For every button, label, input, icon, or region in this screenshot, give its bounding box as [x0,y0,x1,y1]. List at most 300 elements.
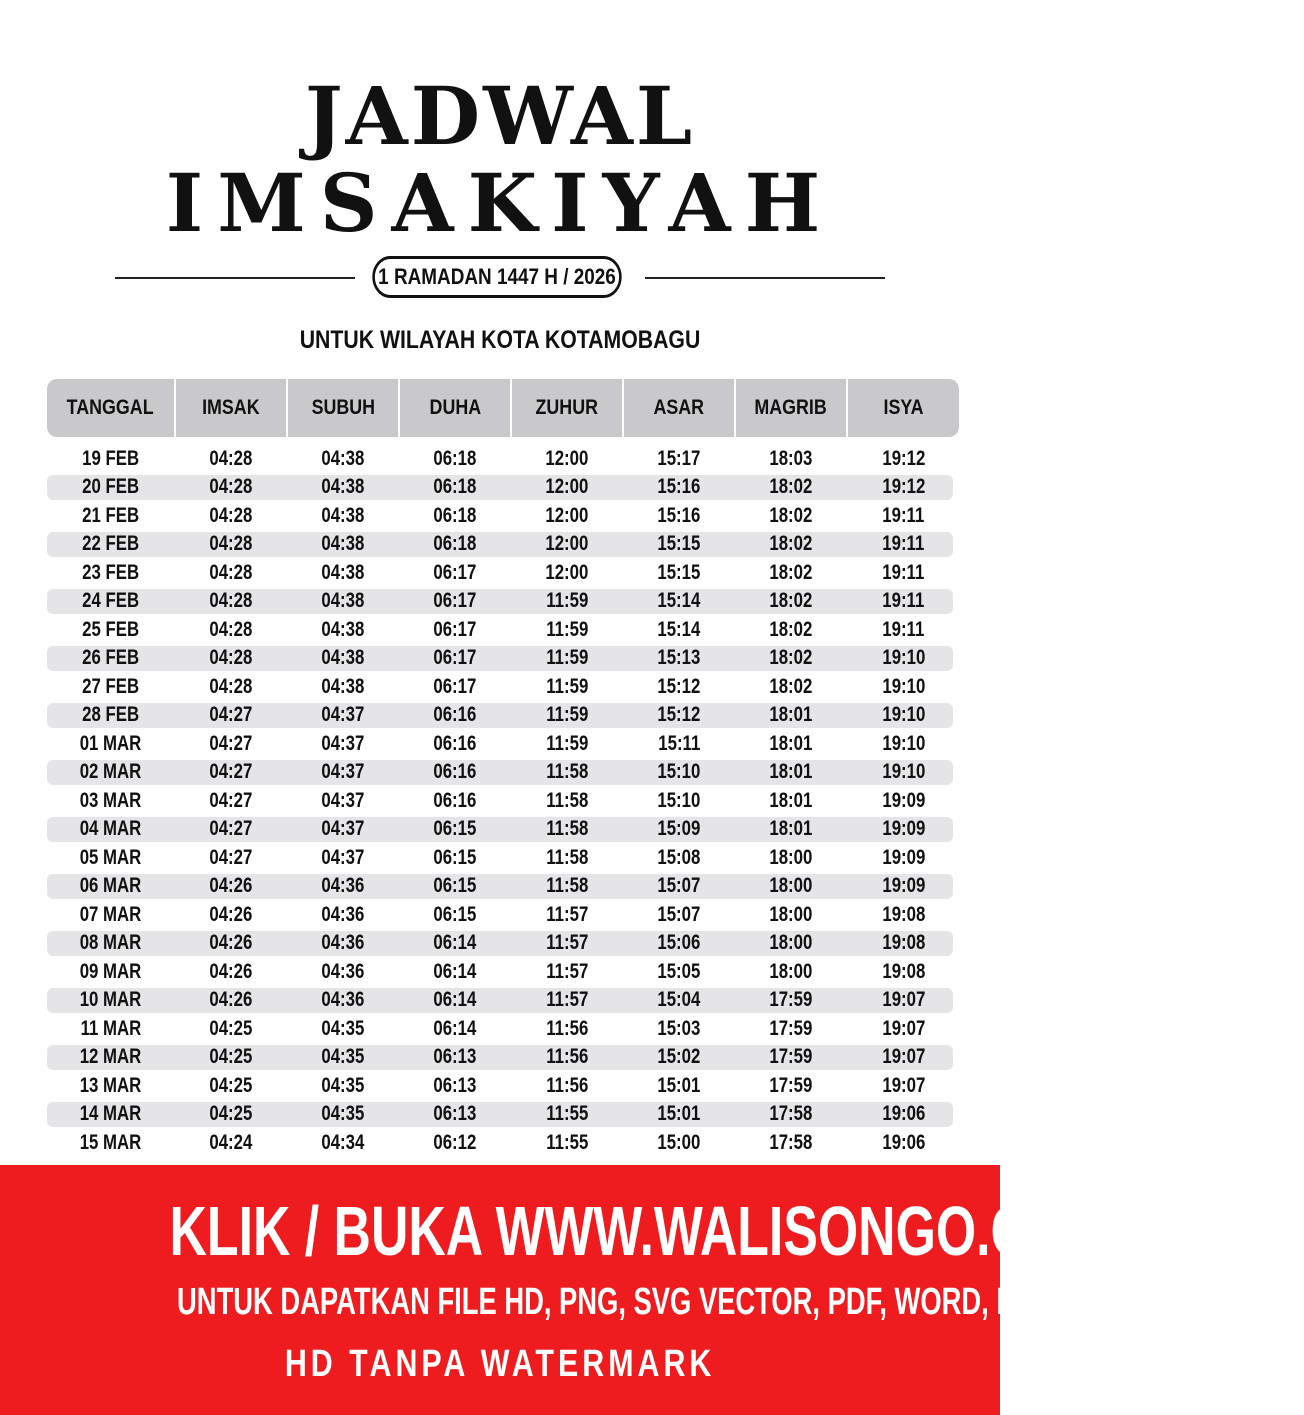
table-cell-value: 06:14 [433,988,477,1012]
table-cell [624,817,734,843]
table-cell [736,1130,846,1156]
banner-headline-text[interactable]: KLIK / BUKA WWW.WALISONGO.CO.ID [169,1192,1135,1270]
table-cell-value: 06:17 [433,646,477,670]
table-cell [736,617,846,643]
table-cell [624,532,734,558]
table-cell [47,959,174,985]
table-cell [736,874,846,900]
table-row [47,731,953,757]
table-cell [176,731,286,757]
table-cell-value: 06:17 [433,589,477,613]
table-cell [848,874,959,900]
table-cell [176,931,286,957]
table-cell-value: 21 FEB [82,503,139,527]
table-cell-value: 04:36 [321,959,365,983]
table-cell-value: 19:10 [882,646,925,670]
table-cell [47,1130,174,1156]
table-cell-value: 19:12 [882,446,925,470]
table-cell-value: 19:07 [882,1045,925,1069]
table-cell [47,674,174,700]
table-cell [400,1102,510,1128]
table-cell [400,532,510,558]
table-cell [288,959,398,985]
table-cell-value: 04:25 [209,1016,253,1040]
table-cell [624,760,734,786]
table-cell-value: 18:00 [769,931,813,955]
table-cell-value: 17:59 [769,1073,813,1097]
table-cell-value: 11:58 [545,788,589,812]
table-cell-value: 15:03 [657,1016,701,1040]
table-cell-value: 25 FEB [82,617,139,641]
table-cell [176,475,286,501]
table-cell [288,503,398,529]
table-cell [288,788,398,814]
table-cell [400,475,510,501]
table-cell [288,760,398,786]
table-cell [512,1045,622,1071]
table-cell-value: 19:09 [882,874,925,898]
table-cell [288,1130,398,1156]
table-cell-value: 19:10 [882,731,925,755]
table-cell [624,988,734,1014]
table-cell [736,817,846,843]
table-cell-value: 18:00 [769,959,813,983]
table-cell [624,845,734,871]
table-cell [624,446,734,472]
table-cell-value: 19:10 [882,760,925,784]
table-cell [400,1045,510,1071]
table-cell [47,817,174,843]
table-cell [400,1016,510,1042]
table-cell-value: 19:10 [882,674,925,698]
table-cell-value: 06:18 [433,446,477,470]
table-cell-value: 04:36 [321,988,365,1012]
column-header-label: ZUHUR [535,396,599,419]
table-cell [848,988,959,1014]
table-cell [176,674,286,700]
table-cell-value: 11 MAR [80,1016,141,1040]
table-cell-value: 04:37 [321,845,365,869]
banner-headline[interactable] [0,1189,1135,1273]
table-cell-value: 15:07 [657,874,701,898]
table-cell [848,1045,959,1071]
table-cell-value: 19:08 [882,902,925,926]
table-cell-value: 04:28 [209,532,253,556]
table-cell [512,788,622,814]
table-cell [848,560,959,586]
table-cell [288,617,398,643]
table-cell-value: 11:55 [545,1130,589,1154]
table-cell [512,731,622,757]
table-cell [47,1102,174,1128]
table-cell [47,646,174,672]
table-cell-value: 15 MAR [79,1130,142,1154]
table-cell-value: 18:01 [769,788,813,812]
table-cell-value: 19:06 [882,1130,925,1154]
table-cell-value: 10 MAR [79,988,142,1012]
title-line-2: IMSAKIYAH [165,156,835,250]
table-row [47,446,953,472]
table-cell [512,589,622,615]
table-cell-value: 06:14 [433,959,477,983]
table-cell-value: 12:00 [545,446,589,470]
table-cell-value: 04:28 [209,674,253,698]
table-cell-value: 01 MAR [79,731,142,755]
table-cell [624,617,734,643]
table-cell-value: 04:27 [209,731,253,755]
table-cell [512,760,622,786]
table-cell [400,1130,510,1156]
table-cell-value: 18:01 [769,731,813,755]
table-cell-value: 11:58 [545,845,589,869]
table-cell-value: 02 MAR [79,760,142,784]
table-cell [400,703,510,729]
table-cell [848,674,959,700]
table-cell [176,617,286,643]
table-cell-value: 06:16 [433,703,477,727]
table-cell [288,731,398,757]
table-cell [624,788,734,814]
table-cell [736,646,846,672]
table-row [47,988,953,1014]
table-cell [176,532,286,558]
table-cell [47,1045,174,1071]
table-cell-value: 18:02 [769,674,813,698]
table-cell [400,617,510,643]
table-cell [624,902,734,928]
table-cell [288,646,398,672]
table-cell [736,532,846,558]
table-cell [736,902,846,928]
table-cell [624,646,734,672]
table-cell [400,988,510,1014]
table-cell [512,560,622,586]
table-row [47,674,953,700]
table-cell [848,617,959,643]
table-header [47,379,953,437]
table-cell [512,1130,622,1156]
table-cell [848,902,959,928]
table-cell-value: 04:38 [321,475,365,499]
table-cell [288,1102,398,1128]
table-cell [176,788,286,814]
table-cell-value: 12:00 [545,503,589,527]
table-cell [288,902,398,928]
table-cell [288,589,398,615]
table-cell-value: 06 MAR [79,874,142,898]
table-cell-value: 15:16 [657,503,701,527]
table-cell [848,959,959,985]
table-cell-value: 06:14 [433,1016,477,1040]
table-cell-value: 11:58 [545,874,589,898]
table-cell [848,503,959,529]
table-cell [400,959,510,985]
table-cell [176,959,286,985]
table-row [47,1130,953,1156]
table-cell-value: 15:15 [657,560,701,584]
column-header-label: DUHA [429,396,481,419]
table-cell [176,446,286,472]
table-cell-value: 19 FEB [82,446,139,470]
table-cell-value: 14 MAR [79,1102,142,1126]
table-cell-value: 04:26 [209,988,253,1012]
table-cell [176,874,286,900]
table-cell-value: 06:18 [433,475,477,499]
table-cell-value: 11:57 [545,988,589,1012]
table-cell-value: 04:26 [209,931,253,955]
table-cell-value: 04:26 [209,902,253,926]
table-cell [848,1016,959,1042]
table-cell-value: 06:13 [433,1073,477,1097]
table-cell [512,674,622,700]
table-cell-value: 15:09 [657,817,701,841]
table-cell [47,902,174,928]
table-cell-value: 19:08 [882,959,925,983]
table-cell-value: 15:17 [657,446,701,470]
table-cell [176,902,286,928]
table-cell [288,874,398,900]
table-cell-value: 19:07 [882,1073,925,1097]
table-cell-value: 19:08 [882,931,925,955]
table-cell-value: 15:10 [657,788,701,812]
ramadan-badge: 1 RAMADAN 1447 H / 2026 [372,256,621,298]
table-cell-value: 15:07 [657,902,701,926]
banner-subline-text: UNTUK DAPATKAN FILE HD, PNG, SVG VECTOR, PDF, WORD, EXCEL [177,1281,1088,1323]
table-cell [47,503,174,529]
table-cell-value: 06:16 [433,731,477,755]
table-cell [624,931,734,957]
column-header [400,379,510,437]
table-cell [47,560,174,586]
column-header-label: SUBUH [311,396,375,419]
table-cell [848,817,959,843]
table-cell-value: 04:35 [321,1102,365,1126]
table-cell-value: 18:02 [769,560,813,584]
table-cell-value: 04:25 [209,1045,253,1069]
table-cell-value: 11:59 [545,617,589,641]
table-cell [848,532,959,558]
table-cell [176,503,286,529]
promo-banner[interactable] [0,1165,1135,1415]
table-cell [736,560,846,586]
table-cell [176,589,286,615]
table-cell-value: 20 FEB [82,475,139,499]
table-cell [736,475,846,501]
table-cell [400,446,510,472]
table-cell-value: 06:13 [433,1045,477,1069]
column-header-label: ISYA [883,396,924,419]
table-cell [400,731,510,757]
table-cell [176,1102,286,1128]
table-cell-value: 04:28 [209,446,253,470]
table-cell-value: 18:00 [769,902,813,926]
table-cell-value: 17:59 [769,1016,813,1040]
table-cell-value: 06:16 [433,760,477,784]
table-cell [512,959,622,985]
table-cell-value: 19:07 [882,1016,925,1040]
table-cell-value: 06:12 [433,1130,477,1154]
table-cell-value: 11:56 [545,1016,589,1040]
table-cell [736,703,846,729]
table-cell-value: 04:38 [321,589,365,613]
table-row [47,617,953,643]
table-cell-value: 15:08 [657,845,701,869]
table-cell [736,446,846,472]
table-cell-value: 11:57 [545,959,589,983]
table-cell-value: 04:28 [209,617,253,641]
table-cell-value: 04:24 [209,1130,253,1154]
table-cell-value: 18:00 [769,874,813,898]
table-cell [624,503,734,529]
table-cell-value: 04:38 [321,503,365,527]
table-cell [288,1016,398,1042]
region-label: UNTUK WILAYAH KOTA KOTAMOBAGU [299,326,701,354]
table-cell [400,931,510,957]
table-cell [47,788,174,814]
table-cell [47,589,174,615]
column-header-label: ASAR [653,396,705,419]
table-cell [176,760,286,786]
table-cell-value: 11:59 [545,731,589,755]
table-cell-value: 04:35 [321,1045,365,1069]
table-cell-value: 06:18 [433,532,477,556]
table-cell [848,731,959,757]
table-cell [176,560,286,586]
table-cell-value: 11:58 [545,817,589,841]
table-cell [512,532,622,558]
table-cell-value: 12:00 [545,532,589,556]
table-row [47,589,953,615]
table-cell [47,874,174,900]
table-cell-value: 06:15 [433,874,477,898]
table-cell [400,589,510,615]
table-cell [288,845,398,871]
table-cell [736,788,846,814]
table-cell-value: 04:37 [321,817,365,841]
table-cell [47,475,174,501]
table-row [47,931,953,957]
table-cell-value: 19:11 [882,532,925,556]
table-cell [176,845,286,871]
table-cell-value: 04:38 [321,532,365,556]
table-cell [176,1073,286,1099]
table-cell-value: 15:01 [657,1073,701,1097]
table-cell-value: 11:57 [545,902,589,926]
table-cell-value: 11:59 [545,703,589,727]
table-cell-value: 19:07 [882,988,925,1012]
banner-subline [0,1279,1088,1325]
table-cell-value: 04:34 [321,1130,365,1154]
table-cell-value: 28 FEB [82,703,139,727]
table-cell-value: 18:02 [769,589,813,613]
table-cell [512,988,622,1014]
table-cell [512,503,622,529]
table-cell [47,703,174,729]
table-cell [400,646,510,672]
table-cell [736,1016,846,1042]
table-cell [288,931,398,957]
table-cell-value: 12:00 [545,475,589,499]
table-cell-value: 09 MAR [79,959,142,983]
table-cell [624,874,734,900]
table-cell-value: 11:58 [545,760,589,784]
table-cell-value: 04:26 [209,874,253,898]
table-cell-value: 23 FEB [82,560,139,584]
table-cell [288,674,398,700]
table-cell [400,1073,510,1099]
table-row [47,1016,953,1042]
table-cell [512,817,622,843]
table-cell [176,646,286,672]
table-cell [176,1016,286,1042]
table-cell-value: 04:28 [209,560,253,584]
table-cell [848,1130,959,1156]
table-cell-value: 08 MAR [79,931,142,955]
table-cell-value: 24 FEB [82,589,139,613]
table-row [47,760,953,786]
table-cell-value: 15:11 [657,731,701,755]
table-cell [624,959,734,985]
table-cell [848,845,959,871]
table-cell [400,817,510,843]
table-cell [512,874,622,900]
table-cell [176,1045,286,1071]
table-row [47,560,953,586]
table-row [47,1045,953,1071]
table-cell-value: 19:09 [882,845,925,869]
table-cell-value: 06:17 [433,617,477,641]
table-cell [176,1130,286,1156]
column-header-label: IMSAK [202,396,260,419]
table-cell-value: 18:02 [769,475,813,499]
table-cell-value: 04:25 [209,1102,253,1126]
table-cell-value: 18:00 [769,845,813,869]
table-cell-value: 15:02 [657,1045,701,1069]
table-cell-value: 15:01 [657,1102,701,1126]
table-cell [624,1130,734,1156]
table-cell-value: 15:06 [657,931,701,955]
table-cell [512,845,622,871]
table-cell [176,817,286,843]
table-cell [47,931,174,957]
table-row [47,475,953,501]
divider-left [115,277,355,279]
table-cell [736,674,846,700]
column-header-label: MAGRIB [754,396,828,419]
table-cell-value: 06:15 [433,902,477,926]
table-cell [400,874,510,900]
banner-tagline-text: HD TANPA WATERMARK [284,1343,716,1385]
column-header-label: TANGGAL [67,396,154,419]
table-cell-value: 19:06 [882,1102,925,1126]
table-cell [47,1073,174,1099]
table-cell-value: 04:37 [321,703,365,727]
table-cell [624,1073,734,1099]
table-cell-value: 19:11 [882,560,925,584]
table-cell [400,788,510,814]
table-row [47,703,953,729]
table-cell-value: 15:15 [657,532,701,556]
table-cell-value: 11:56 [545,1073,589,1097]
table-cell-value: 15:05 [657,959,701,983]
table-row [47,532,953,558]
table-cell [624,560,734,586]
table-cell-value: 15:13 [657,646,701,670]
table-cell-value: 04:28 [209,589,253,613]
table-cell-value: 04:37 [321,788,365,812]
table-cell [288,817,398,843]
table-cell [736,503,846,529]
